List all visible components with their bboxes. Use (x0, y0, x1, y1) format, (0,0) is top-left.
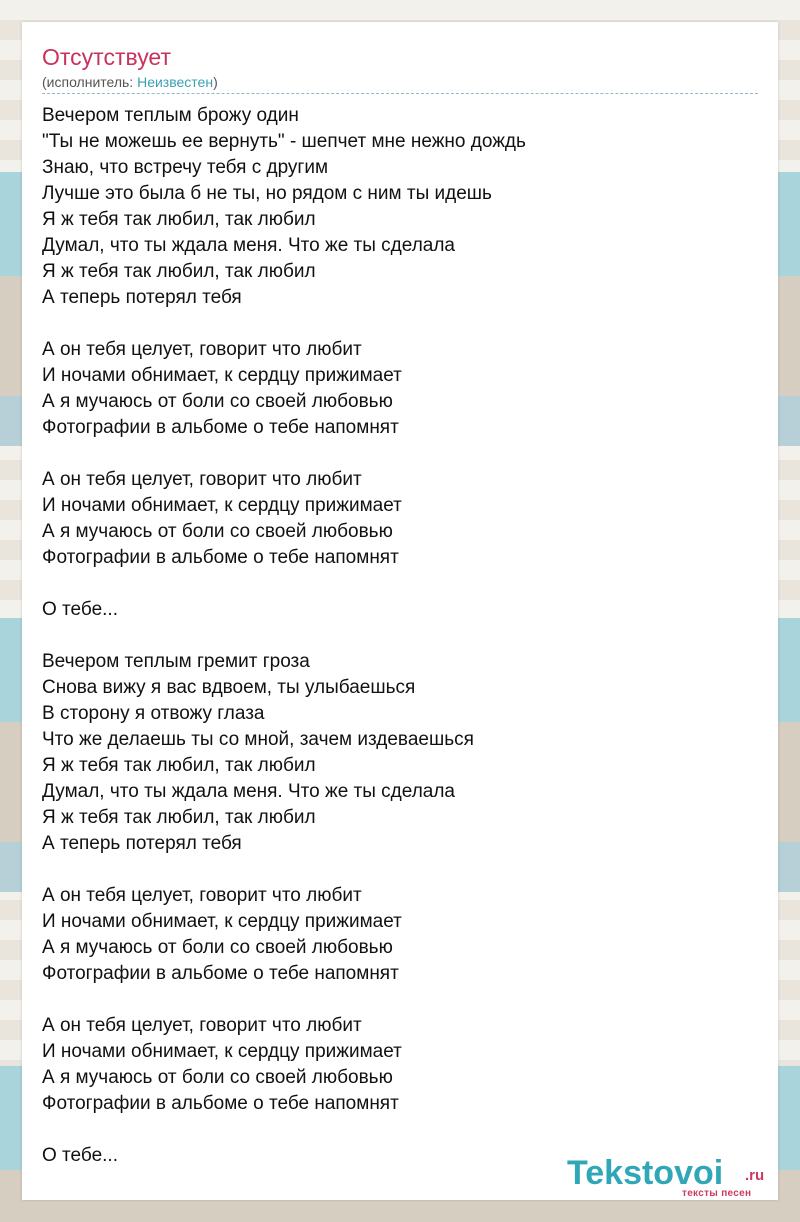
lyric-line: А я мучаюсь от боли со своей любовью (42, 521, 393, 542)
lyric-line: Что же делаешь ты со мной, зачем издеваешься (42, 729, 474, 750)
lyric-line: А он тебя целует, говорит что любит (42, 469, 362, 490)
lyric-line: "Ты не можешь ее вернуть" - шепчет мне нежно дождь (42, 131, 526, 152)
lyric-line (42, 441, 758, 467)
logo-tagline: тексты песен (682, 1188, 752, 1199)
lyric-line (42, 623, 758, 649)
lyric-line: О тебе... (42, 599, 118, 620)
lyric-line: А я мучаюсь от боли со своей любовью (42, 1067, 393, 1088)
lyric-line: Я ж тебя так любил, так любил (42, 807, 316, 828)
lyric-line: В сторону я отвожу глаза (42, 703, 265, 724)
lyric-line: Знаю, что встречу тебя с другим (42, 157, 329, 178)
lyric-line: Вечером теплым брожу один (42, 105, 299, 126)
lyric-line: Думал, что ты ждала меня. Что же ты сделала (42, 235, 455, 256)
lyric-line (42, 571, 758, 597)
lyric-line: Фотографии в альбоме о тебе напомнят (42, 1093, 399, 1114)
lyric-line: Я ж тебя так любил, так любил (42, 261, 316, 282)
lyric-line: А теперь потерял тебя (42, 833, 242, 854)
artist-link[interactable]: Неизвестен (137, 74, 214, 90)
lyrics-card (22, 22, 778, 1200)
lyric-line: Снова вижу я вас вдвоем, ты улыбаешься (42, 677, 416, 698)
lyric-line: А он тебя целует, говорит что любит (42, 1015, 362, 1036)
lyric-line: Думал, что ты ждала меня. Что же ты сделала (42, 781, 455, 802)
artist-prefix: (исполнитель: (42, 74, 138, 90)
lyric-line (42, 311, 758, 337)
logo-name: Tekstovoi (567, 1154, 724, 1192)
lyric-line: А он тебя целует, говорит что любит (42, 885, 362, 906)
lyric-line: А я мучаюсь от боли со своей любовью (42, 937, 393, 958)
lyric-line: И ночами обнимает, к сердцу прижимает (42, 911, 402, 932)
lyric-line (42, 987, 758, 1013)
site-logo[interactable] (567, 1154, 777, 1199)
lyric-line: О тебе... (42, 1145, 118, 1166)
lyric-line: Вечером теплым гремит гроза (42, 651, 310, 672)
lyric-line: И ночами обнимает, к сердцу прижимает (42, 365, 402, 386)
lyric-line: А я мучаюсь от боли со своей любовью (42, 391, 393, 412)
artist-line (42, 73, 218, 91)
lyric-line (42, 857, 758, 883)
lyric-line: Фотографии в альбоме о тебе напомнят (42, 963, 399, 984)
lyric-line: А он тебя целует, говорит что любит (42, 339, 362, 360)
lyric-line: И ночами обнимает, к сердцу прижимает (42, 1041, 402, 1062)
lyric-line: Фотографии в альбоме о тебе напомнят (42, 547, 399, 568)
title-divider (42, 93, 758, 94)
lyric-line: А теперь потерял тебя (42, 287, 242, 308)
lyric-line: И ночами обнимает, к сердцу прижимает (42, 495, 402, 516)
lyric-line: Я ж тебя так любил, так любил (42, 755, 316, 776)
lyrics-text (42, 103, 758, 1169)
lyric-line: Я ж тебя так любил, так любил (42, 209, 316, 230)
logo-tld: .ru (745, 1167, 765, 1184)
artist-suffix: ) (213, 74, 218, 90)
lyric-line: Лучше это была б не ты, но рядом с ним ты идешь (42, 183, 492, 204)
lyric-line (42, 1117, 758, 1143)
lyric-line: Фотографии в альбоме о тебе напомнят (42, 417, 399, 438)
song-title: Отсутствует (42, 44, 171, 70)
